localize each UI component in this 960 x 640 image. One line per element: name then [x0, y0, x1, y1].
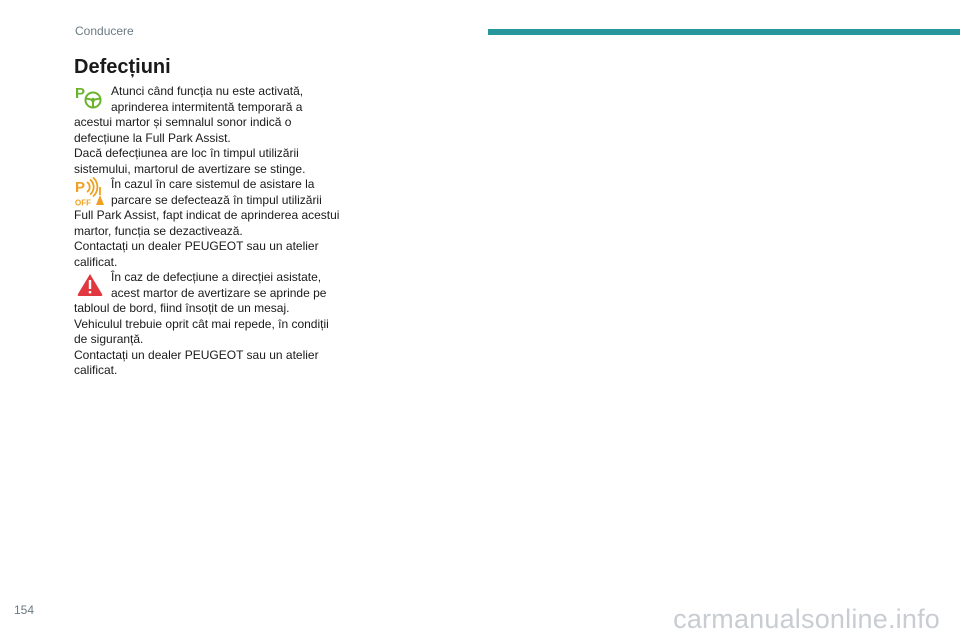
paragraph-text: Contactați un dealer PEUGEOT sau un atelier calificat.: [74, 347, 319, 377]
park-assist-steering-icon: [74, 84, 108, 114]
section-label: Conducere: [75, 24, 134, 38]
warning-block-park-assist: [74, 84, 342, 146]
svg-text:P: P: [75, 85, 86, 102]
svg-text:P: P: [75, 179, 86, 196]
paragraph-text: Dacă defecțiunea are loc în timpul utilizării sistemului, martorul de avertizare se stinge.: [74, 146, 306, 176]
block-text: În caz de defecțiune a direcției asistate, acest martor de avertizare se aprinde pe tabloul de bord, fiind însoțit de un mesaj.: [74, 270, 327, 315]
paragraph-text: Contactați un dealer PEUGEOT sau un atelier calificat.: [74, 239, 319, 269]
header-accent-bar: [488, 29, 960, 35]
off-label: OFF: [75, 198, 91, 207]
paragraph-text: Vehiculul trebuie oprit cât mai repede, în condiții de siguranță.: [74, 316, 329, 346]
warning-block-power-steering: [74, 270, 342, 317]
watermark: carmanualsonline.info: [673, 604, 940, 634]
block-text: În cazul în care sistemul de asistare la parcare se defectează în timpul utilizării Full Park Assist, fapt indicat de aprinderea acestui martor, funcția se dezactivează.: [74, 177, 340, 238]
page-title: Defecțiuni: [74, 56, 171, 78]
page-number: 154: [14, 603, 35, 617]
content-column: [74, 84, 342, 379]
warning-triangle-icon: [74, 270, 108, 300]
block-text: Atunci când funcția nu este activată, aprinderea intermitentă temporară a acestui martor și semnalul sonor indică o defecțiune la Full Park Assist.: [74, 84, 304, 145]
warning-block-sensor-off: [74, 177, 342, 239]
park-sensor-off-icon: [74, 177, 108, 207]
